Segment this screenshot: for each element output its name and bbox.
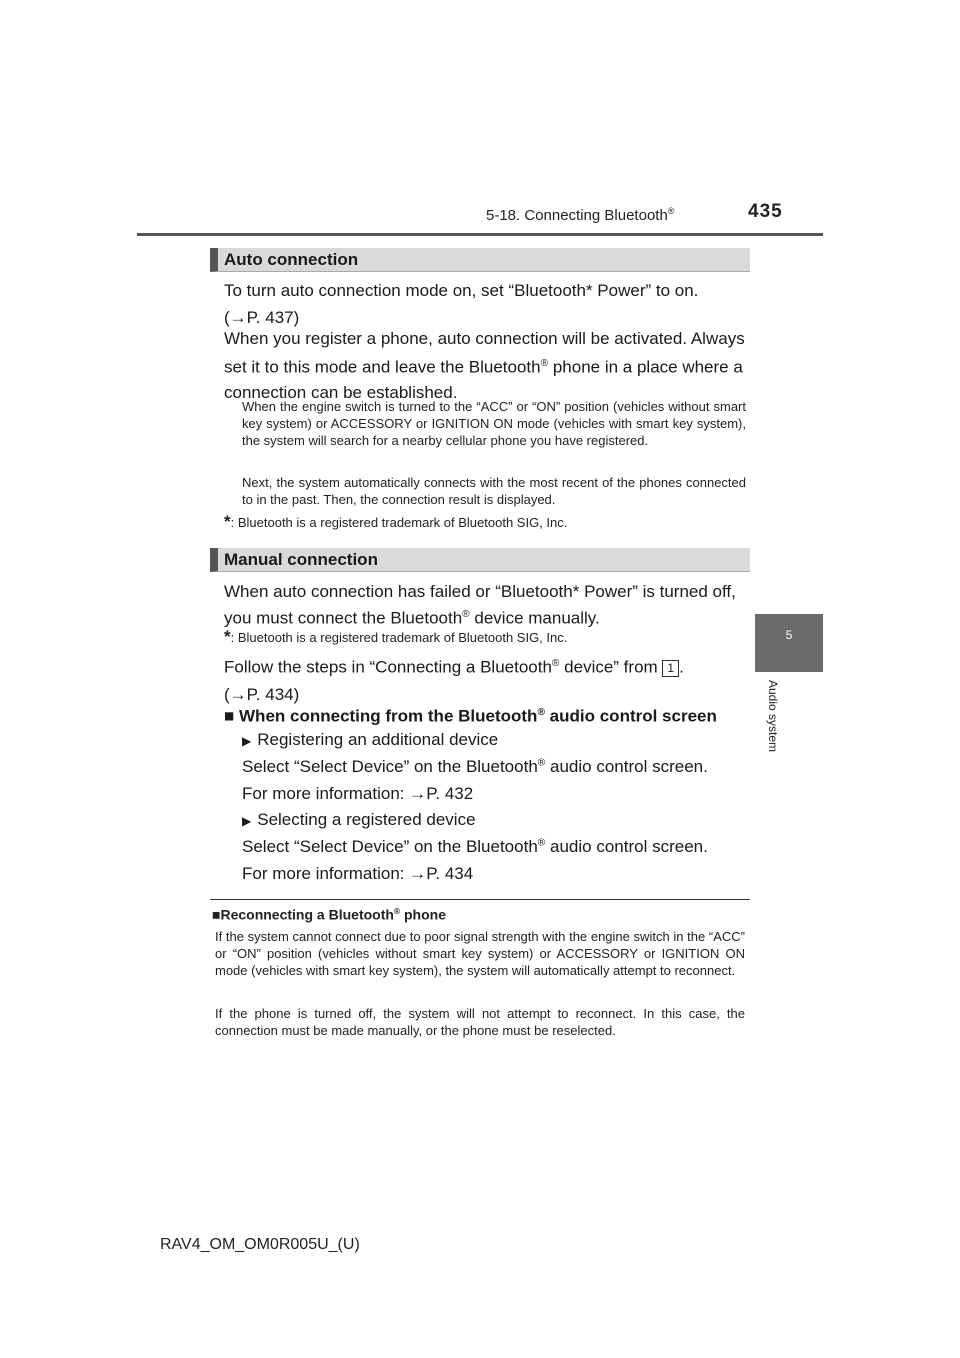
auto-connection-detail-1: When the engine switch is turned to the “ACC” or “ON” position (vehicles without smart key system) or ACCESSORY or IGNITION ON mode (vehicles with smart key system), the system will search for a nearby cellular phone you have registered.: [242, 399, 746, 448]
auto-connection-text-1: To turn auto connection mode on, set “Bluetooth* Power” to on. (→P. 437): [224, 281, 699, 327]
item-select-instruction: Select “Select Device” on the Bluetooth® audio control screen.: [242, 837, 708, 856]
manual-connection-text-1: When auto connection has failed or “Bluetooth* Power” is turned off, you must connect the Bluetooth® device manually.: [224, 582, 736, 628]
auto-connection-text-2: When you register a phone, auto connection will be activated. Always set it to this mode and leave the Bluetooth® phone in a place where a connection can be established.: [224, 329, 745, 402]
triangle-bullet-icon: ▶: [242, 734, 252, 748]
header-section-title: 5-18. Connecting Bluetooth®: [486, 206, 675, 224]
bluetooth-audio-screen-heading: ■ When connecting from the Bluetooth® audio control screen: [224, 706, 717, 726]
chapter-tab-label: Audio system: [766, 680, 780, 753]
item-register-instruction: Select “Select Device” on the Bluetooth® audio control screen.: [242, 757, 708, 776]
page-number: 435: [748, 201, 783, 222]
chapter-tab-number: 5: [785, 628, 793, 642]
note-paragraph-1: If the system cannot connect due to poor signal strength with the engine switch in the “ACC” or “ON” position (vehicles without smart key system) or ACCESSORY or IGNITION ON mode (vehicles with smart key system), the system will automatically attempt to reconnect.: [215, 929, 745, 978]
header-divider: [137, 233, 823, 236]
auto-connection-detail-2: Next, the system automatically connects with the most recent of the phones connected to in the past. Then, the connection result is displayed.: [242, 475, 746, 507]
auto-connection-heading: Auto connection: [210, 248, 750, 272]
square-bullet-icon: ■: [212, 906, 221, 923]
item-select-registered-device: ▶ Selecting a registered device: [242, 810, 476, 829]
item-register-reference: For more information: →P. 432: [242, 784, 474, 803]
manual-connection-steps: Follow the steps in “Connecting a Bluetooth® device” from 1 . (→P. 434): [224, 657, 684, 704]
manual-connection-heading: Manual connection: [210, 548, 750, 572]
item-register-additional-device: ▶ Registering an additional device: [242, 730, 499, 749]
note-paragraph-2: If the phone is turned off, the system will not attempt to reconnect. In this case, the connection must be made manually, or the phone must be reselected.: [215, 1006, 745, 1038]
auto-trademark-footnote: *: Bluetooth is a registered trademark of Bluetooth SIG, Inc.: [224, 512, 568, 531]
step-number-box: 1: [662, 660, 679, 677]
triangle-bullet-icon: ▶: [242, 814, 252, 828]
square-bullet-icon: ■: [224, 706, 235, 726]
manual-trademark-footnote: *: Bluetooth is a registered trademark of Bluetooth SIG, Inc.: [224, 627, 568, 646]
chapter-tab: [755, 614, 823, 672]
note-divider: [210, 899, 750, 900]
document-code: RAV4_OM_OM0R005U_(U): [160, 1236, 360, 1253]
item-select-reference: For more information: →P. 434: [242, 864, 474, 883]
note-title: ■Reconnecting a Bluetooth® phone: [212, 906, 446, 923]
